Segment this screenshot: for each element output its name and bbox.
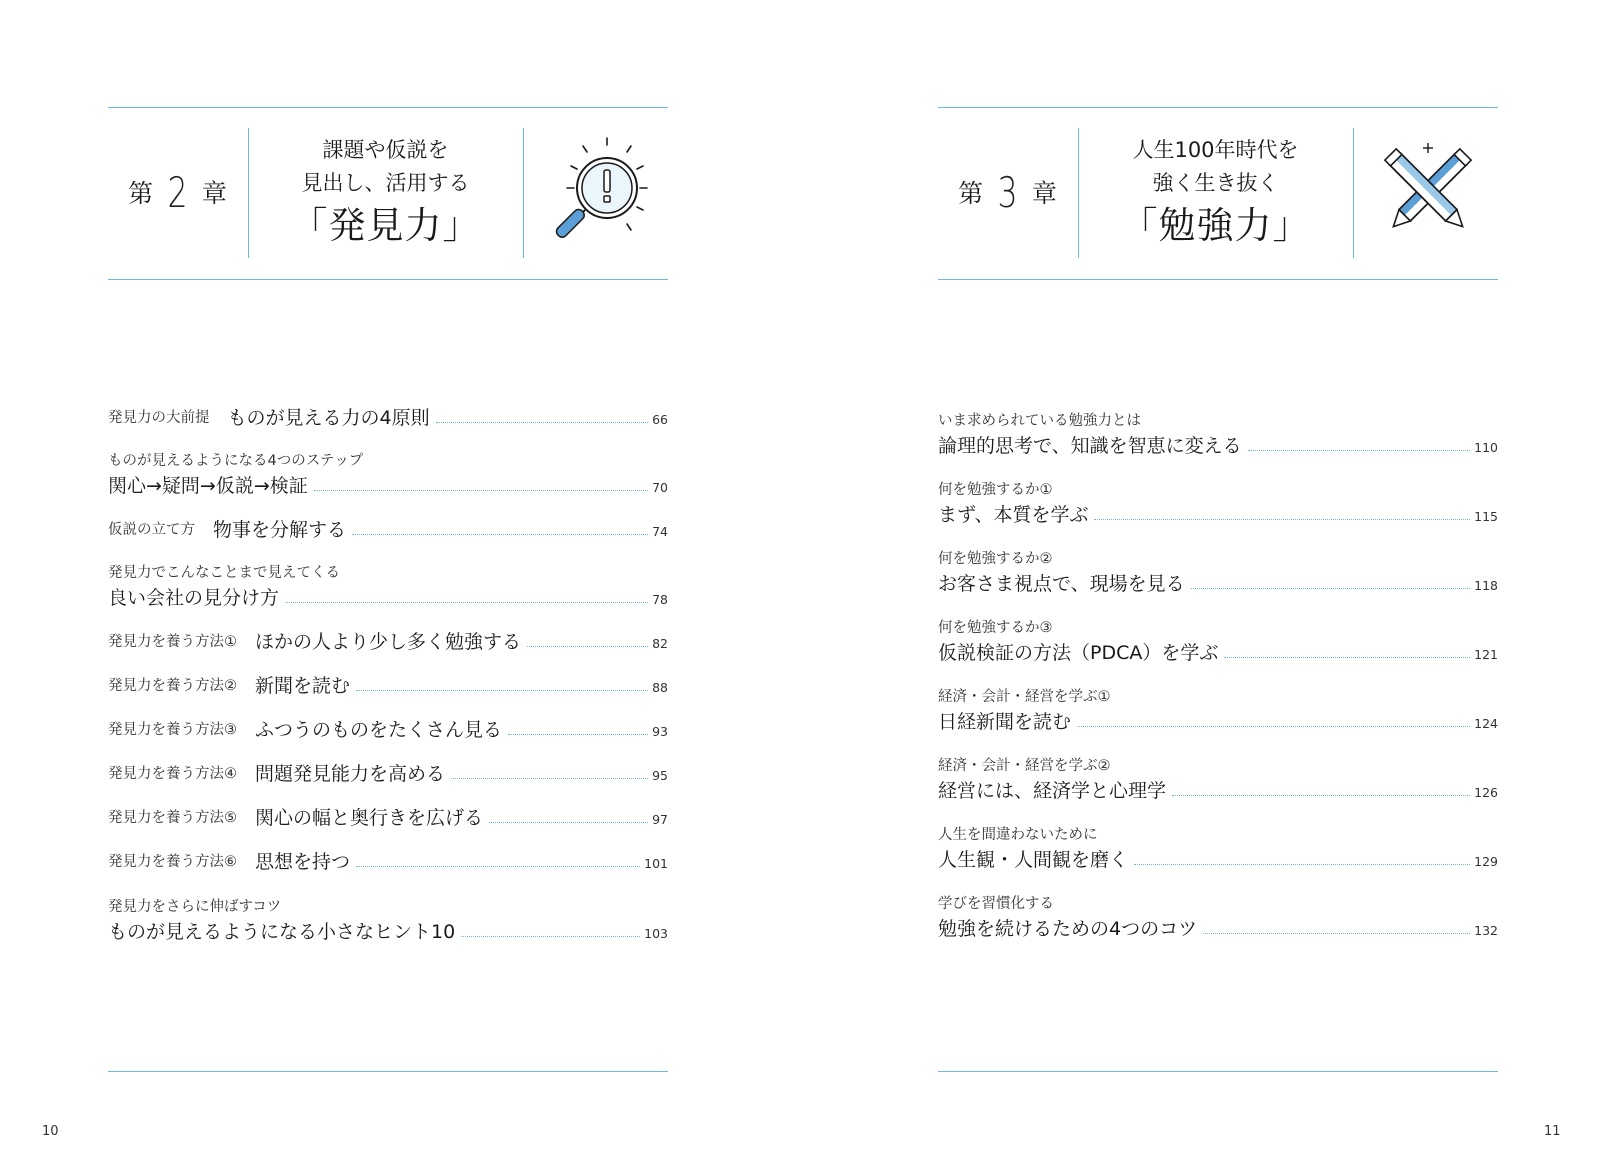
toc-entry[interactable] (108, 806, 668, 830)
entry-page: 103 (644, 926, 668, 941)
toc-entry[interactable] (938, 895, 1498, 941)
entry-page: 82 (652, 636, 668, 651)
leader-dots (1224, 657, 1470, 658)
entry-title: ものが見える力の4原則 (227, 407, 430, 429)
toc-entry[interactable] (938, 481, 1498, 527)
entry-label: 何を勉強するか① (938, 482, 1053, 498)
leader-dots (508, 734, 648, 735)
entry-label: 学びを習慣化する (938, 896, 1054, 912)
chapter-subtitle-2: 強く生き抜く (1152, 171, 1279, 195)
toc-entry[interactable] (108, 630, 668, 654)
entry-label: 何を勉強するか③ (938, 620, 1053, 636)
entry-title: 仮説検証の方法（PDCA）を学ぶ (938, 642, 1219, 664)
chapter-header (938, 108, 1498, 276)
entry-page: 74 (652, 524, 668, 539)
chapter-subtitle-1: 人生100年時代を (1132, 138, 1299, 162)
entry-title: ふつうのものをたくさん見る (255, 719, 503, 741)
entry-page: 66 (652, 412, 668, 427)
toc-entry[interactable] (938, 619, 1498, 665)
toc-entry[interactable] (938, 412, 1498, 458)
leader-dots (314, 490, 648, 491)
toc-entry[interactable] (108, 898, 668, 944)
entry-page: 126 (1474, 785, 1498, 800)
toc-entry[interactable] (108, 406, 668, 430)
entry-label: ものが見えるようになる4つのステップ (108, 453, 364, 469)
toc-entry[interactable] (108, 674, 668, 698)
entry-page: 70 (652, 480, 668, 495)
chapter-subtitle-2: 見出し、活用する (301, 171, 470, 195)
bottom-rule (108, 1071, 668, 1072)
bottom-rule (938, 1071, 1498, 1072)
entry-page: 97 (652, 812, 668, 827)
toc-entry[interactable] (938, 550, 1498, 596)
entry-label: 発見力の大前提 (108, 410, 210, 426)
entry-page: 132 (1474, 923, 1498, 938)
chapter-title (1078, 108, 1353, 276)
entry-title: 関心の幅と奥行きを広げる (255, 807, 484, 829)
leader-dots (1248, 450, 1471, 451)
entry-page: 118 (1474, 578, 1498, 593)
entry-title: 論理的思考で、知識を智恵に変える (938, 435, 1242, 457)
entry-label: 発見力を養う方法④ (108, 766, 237, 782)
entry-title: 勉強を続けるための4つのコツ (938, 918, 1198, 940)
entry-title: 日経新聞を読む (938, 711, 1072, 733)
entry-title: 経営には、経済学と心理学 (938, 780, 1167, 802)
entry-page: 95 (652, 768, 668, 783)
entry-page: 129 (1474, 854, 1498, 869)
leader-dots (1094, 519, 1470, 520)
entry-label: 発見力を養う方法① (108, 634, 237, 650)
entry-page: 101 (644, 856, 668, 871)
sparkle-icon (1423, 143, 1433, 153)
toc-entry[interactable] (938, 826, 1498, 872)
entry-label: 人生を間違わないために (938, 827, 1098, 843)
entry-page: 124 (1474, 716, 1498, 731)
entry-title: 問題発見能力を高める (255, 763, 446, 785)
entry-page: 93 (652, 724, 668, 739)
entry-title: ものが見えるようになる小さなヒント10 (108, 921, 456, 943)
chapter-header (108, 108, 668, 276)
toc-entry[interactable] (108, 718, 668, 742)
entry-label: 何を勉強するか② (938, 551, 1053, 567)
entry-label: 発見力でこんなことまで見えてくる (108, 565, 340, 581)
entry-label: 発見力を養う方法⑤ (108, 810, 237, 826)
toc-entry[interactable] (108, 762, 668, 786)
entry-title: 人生観・人間観を磨く (938, 849, 1129, 871)
entry-page: 110 (1474, 440, 1498, 455)
leader-dots (489, 822, 648, 823)
entry-title: ほかの人より少し多く勉強する (255, 631, 522, 653)
leader-dots (285, 602, 648, 603)
entry-title: 思想を持つ (255, 851, 351, 873)
entry-label: 経済・会計・経営を学ぶ① (938, 689, 1111, 705)
leader-dots (1191, 588, 1471, 589)
leader-dots (356, 690, 648, 691)
entry-label: 発見力を養う方法③ (108, 722, 237, 738)
chapter-main-title: 「発見力」 (290, 204, 481, 247)
entry-title: 関心→疑問→仮説→検証 (108, 475, 308, 497)
toc-entry[interactable] (938, 688, 1498, 734)
leader-dots (1172, 795, 1470, 796)
entry-page: 115 (1474, 509, 1498, 524)
leader-dots (356, 866, 640, 867)
entry-page: 88 (652, 680, 668, 695)
leader-dots (451, 778, 648, 779)
toc-entry[interactable] (108, 452, 668, 498)
entry-label: 仮説の立て方 (108, 522, 195, 538)
chapter-number: 第 3 章 (958, 167, 1058, 217)
chapter-digit: 2 (167, 167, 189, 217)
entry-title: 新聞を読む (255, 675, 351, 697)
entry-label: 発見力をさらに伸ばすコツ (108, 899, 282, 915)
header-bottom-rule (938, 279, 1498, 280)
chapter-title (248, 108, 523, 276)
leader-dots (527, 646, 648, 647)
page-number: 11 (1544, 1124, 1561, 1139)
toc-entry[interactable] (108, 518, 668, 542)
leader-dots (1134, 864, 1470, 865)
entry-label: 発見力を養う方法② (108, 678, 237, 694)
leader-dots (352, 534, 648, 535)
chapter-subtitle-1: 課題や仮説を (322, 138, 449, 162)
crossed-pencils-icon (1353, 108, 1503, 276)
toc-entry[interactable] (938, 757, 1498, 803)
entry-title: まず、本質を学ぶ (938, 504, 1089, 526)
chapter-digit: 3 (997, 167, 1019, 217)
right-page (800, 0, 1600, 1175)
entry-label: 発見力を養う方法⑥ (108, 854, 237, 870)
chapter-main-title: 「勉強力」 (1120, 204, 1311, 247)
leader-dots (461, 936, 640, 937)
page-number: 10 (42, 1124, 59, 1139)
leader-dots (1203, 933, 1470, 934)
toc-entry[interactable] (108, 564, 668, 610)
entry-title: 良い会社の見分け方 (108, 587, 280, 609)
leader-dots (436, 422, 649, 423)
toc-entry[interactable] (108, 850, 668, 874)
entry-page: 121 (1474, 647, 1498, 662)
magnifying-glass-icon (523, 108, 673, 276)
header-bottom-rule (108, 279, 668, 280)
chapter-number: 第 2 章 (128, 167, 228, 217)
entry-page: 78 (652, 592, 668, 607)
entry-title: 物事を分解する (213, 519, 347, 541)
entry-label: 経済・会計・経営を学ぶ② (938, 758, 1111, 774)
entry-label: いま求められている勉強力とは (938, 413, 1141, 429)
entry-title: お客さま視点で、現場を見る (938, 573, 1185, 595)
leader-dots (1077, 726, 1470, 727)
